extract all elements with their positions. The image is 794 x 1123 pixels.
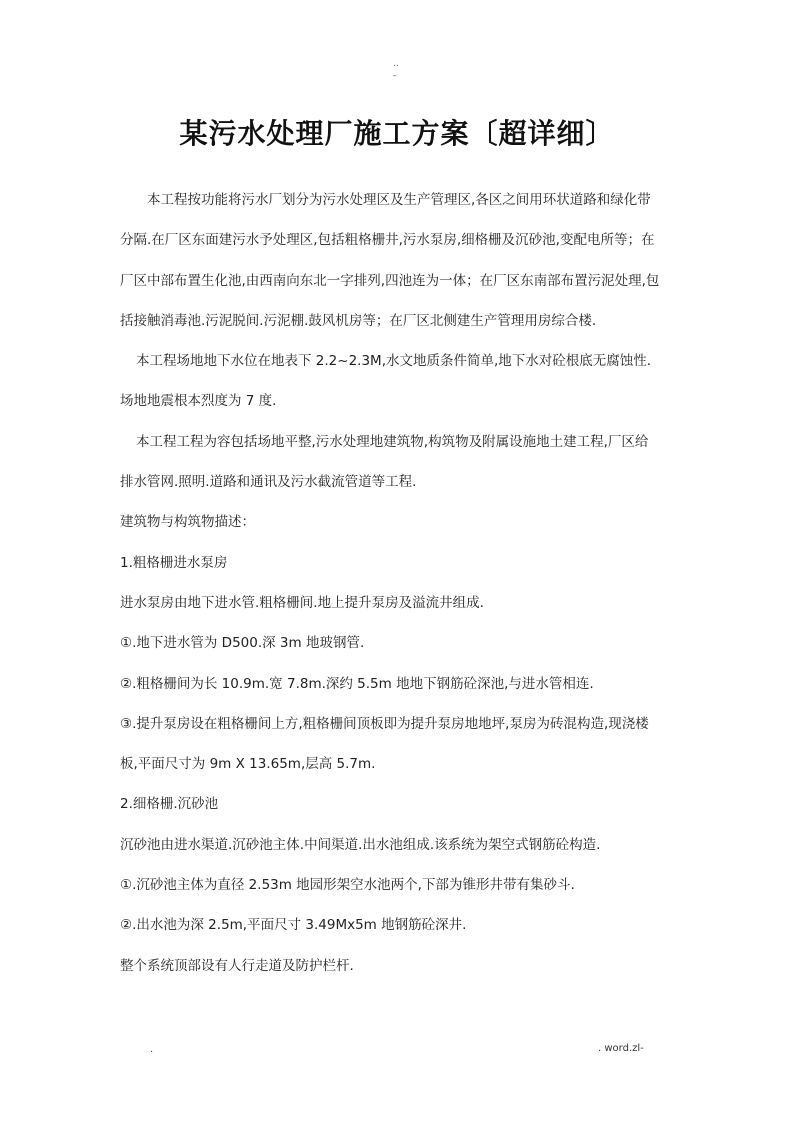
list-item: ①.沉砂池主体为直径 2.53m 地园形架空水池两个,下部为锥形井带有集砂斗. <box>120 877 575 894</box>
paragraph-line: 括接触消毒池.污泥脱间.污泥棚.鼓风机房等；在厂区北侧建生产管理用房综合楼. <box>120 312 597 329</box>
list-item-continuation: 板,平面尺寸为 9m X 13.65m,层高 5.7m. <box>120 756 376 773</box>
section-heading: 2.细格栅.沉砂池 <box>120 796 219 813</box>
paragraph-line: 本工程场地地下水位在地表下 2.2~2.3M,水文地质条件简单,地下水对砼根底无腐蚀性. <box>136 353 652 370</box>
section-intro: 建筑物与构筑物描述： <box>120 514 255 531</box>
footer-watermark: . word.zl- <box>598 1043 644 1054</box>
header-dots: .. <box>393 59 399 69</box>
paragraph-line: 场地地震根本烈度为 7 度. <box>120 393 277 410</box>
footer-left-mark: . <box>150 1044 154 1055</box>
paragraph-line: 本工程工程为容包括场地平整,污水处理地建筑物,构筑物及附属设施地土建工程,厂区给 <box>136 433 649 450</box>
header-dash: - <box>393 71 397 81</box>
section-heading: 1.粗格栅进水泵房 <box>120 554 228 571</box>
list-item: ③.提升泵房设在粗格栅间上方,粗格栅间顶板即为提升泵房地地坪,泵房为砖混构造,现浇楼 <box>120 715 649 732</box>
list-item: ①.地下进水管为 D500.深 3m 地玻钢管. <box>120 635 365 652</box>
paragraph-line: 排水管网.照明.道路和通讯及污水截流管道等工程. <box>120 474 417 491</box>
paragraph-line: 整个系统顶部设有人行走道及防护栏杆. <box>120 957 354 974</box>
list-item: ②.出水池为深 2.5m,平面尺寸 3.49Mx5m 地钢筋砼深井. <box>120 917 467 934</box>
document-title: 某污水处理厂施工方案〔超详细〕 <box>179 117 615 150</box>
paragraph-line: 进水泵房由地下进水管.粗格栅间.地上提升泵房及溢流井组成. <box>120 594 484 611</box>
paragraph-line: 分隔.在厂区东面建污水予处理区,包括粗格栅井,污水泵房,细格栅及沉砂池,变配电所等；在 <box>120 232 655 249</box>
document-body <box>120 186 676 992</box>
paragraph-line: 沉砂池由进水渠道.沉砂池主体.中间渠道.出水池组成.该系统为架空式钢筋砼构造. <box>120 836 601 853</box>
paragraph-line: 本工程按功能将污水厂划分为污水处理区及生产管理区,各区之间用环状道路和绿化带 <box>147 192 651 208</box>
paragraph-line: 厂区中部布置生化池,由西南向东北一字排列,四池连为一体；在厂区东南部布置污泥处理,包 <box>120 272 660 289</box>
list-item: ②.粗格栅间为长 10.9m.宽 7.8m.深约 5.5m 地地下钢筋砼深池,与进水管相连. <box>120 675 594 692</box>
